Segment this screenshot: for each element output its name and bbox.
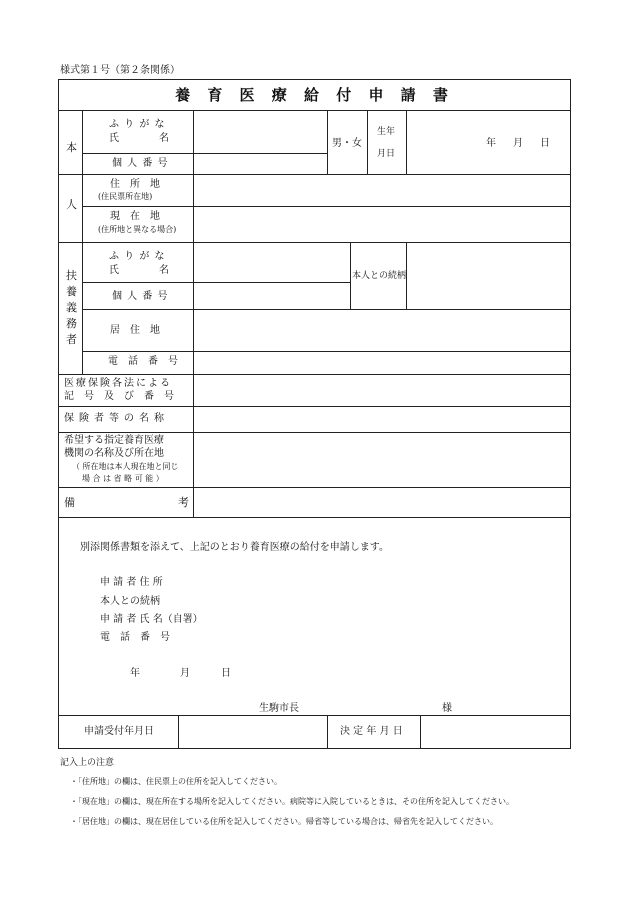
note-item: ・「住所地」の欄は、住民票上の住所を記入してください。 (70, 777, 282, 786)
address-field[interactable] (194, 175, 570, 206)
relation-label: 本人との続柄 (352, 271, 407, 281)
guardian-char-5: 者 (66, 333, 77, 346)
child-furigana-label: ふ り が な (109, 119, 166, 130)
child-name-label: 氏 名 (109, 133, 169, 144)
current-location-field[interactable] (194, 207, 570, 242)
guardian-personal-number-field[interactable] (194, 283, 349, 309)
child-personal-number-field[interactable] (194, 154, 326, 174)
guardian-furigana-label: ふ り が な (109, 251, 166, 262)
application-month-label: 月 (180, 668, 190, 679)
received-date-field[interactable] (179, 716, 326, 748)
medical-institution-label-2: 機関の名称及び所在地 (64, 448, 164, 459)
mayor-addressee: 生駒市長 (259, 703, 299, 714)
guardian-phone-field[interactable] (194, 352, 570, 374)
address-label: 住 所 地 (110, 179, 160, 190)
note-item: ・「居住地」の欄は、現在居住している住所を記入してください。帰省等している場合は、帰省先を記入してください。 (70, 817, 498, 826)
guardian-char-3: 義 (66, 301, 77, 314)
current-location-label: 現 在 地 (110, 211, 160, 222)
application-day-label: 日 (221, 668, 231, 679)
application-year-label: 年 (130, 668, 140, 679)
guardian-char-4: 務 (66, 317, 77, 330)
child-section-label-top: 本 (66, 141, 77, 154)
birth-month-label: 月 (513, 138, 523, 149)
current-location-note: (住所地と異なる場合) (98, 225, 177, 234)
form-number: 様式第１号（第２条関係） (60, 65, 180, 76)
child-personal-number-label: 個 人 番 号 (112, 158, 169, 169)
insurance-law-label-2: 記 号 及 び 番 号 (64, 391, 174, 402)
child-section-label-bottom: 人 (66, 198, 77, 211)
medical-institution-field[interactable] (194, 433, 570, 487)
birth-label-1: 生年 (377, 127, 396, 137)
decision-date-label: 決 定 年 月 日 (340, 726, 403, 737)
applicant-phone-label: 電 話 番 号 (100, 632, 170, 643)
guardian-char-1: 扶 (66, 269, 77, 282)
residence-label: 居 住 地 (110, 325, 160, 336)
applicant-relation-label: 本人との続柄 (100, 596, 160, 607)
applicant-address-label: 申 請 者 住 所 (100, 577, 163, 588)
child-name-field[interactable] (194, 111, 326, 153)
received-date-label: 申請受付年月日 (84, 726, 154, 737)
remarks-label-right: 考 (178, 496, 189, 509)
insurance-law-label-1: 医療保険各法による (64, 378, 172, 389)
birth-day-label: 日 (540, 138, 550, 149)
insurance-number-field[interactable] (194, 375, 570, 406)
guardian-name-label: 氏 名 (109, 265, 169, 276)
insurer-name-label: 保険者等の名称 (64, 413, 169, 424)
birth-year-label: 年 (486, 138, 496, 149)
notes-heading: 記入上の注意 (60, 758, 115, 768)
applicant-name-label: 申 請 者 氏 名（自署） (100, 614, 203, 625)
medical-institution-note-2: 場 合 は 省 略 可 能 ） (82, 474, 164, 483)
remarks-label-left: 備 (64, 496, 75, 509)
residence-field[interactable] (194, 310, 570, 351)
form-title: 養 育 医 療 給 付 申 請 書 (175, 86, 454, 104)
decision-date-field[interactable] (421, 716, 570, 748)
medical-institution-label-1: 希望する指定養育医療 (64, 435, 164, 446)
guardian-name-field[interactable] (194, 243, 349, 282)
gender-label[interactable]: 男・女 (332, 138, 362, 149)
honorific: 様 (442, 703, 452, 714)
guardian-phone-label: 電 話 番 号 (108, 356, 178, 367)
remarks-field[interactable] (194, 488, 570, 517)
birth-label-2: 月日 (377, 149, 396, 159)
guardian-char-2: 養 (66, 285, 77, 298)
relation-field[interactable] (407, 243, 570, 309)
address-note: (住民票所在地) (98, 192, 153, 201)
insurer-name-field[interactable] (194, 407, 570, 432)
note-item: ・「現在地」の欄は、現在所在する場所を記入してください。病院等に入院しているときは、その住所を記入してください。 (70, 797, 514, 806)
declaration-text: 別添関係書類を添えて、上記のとおり養育医療の給付を申請します。 (80, 542, 389, 553)
guardian-personal-number-label: 個 人 番 号 (112, 291, 169, 302)
medical-institution-note-1: （ 所在地は本人現在地と同じ (72, 462, 179, 471)
birth-date-field[interactable] (407, 111, 570, 174)
